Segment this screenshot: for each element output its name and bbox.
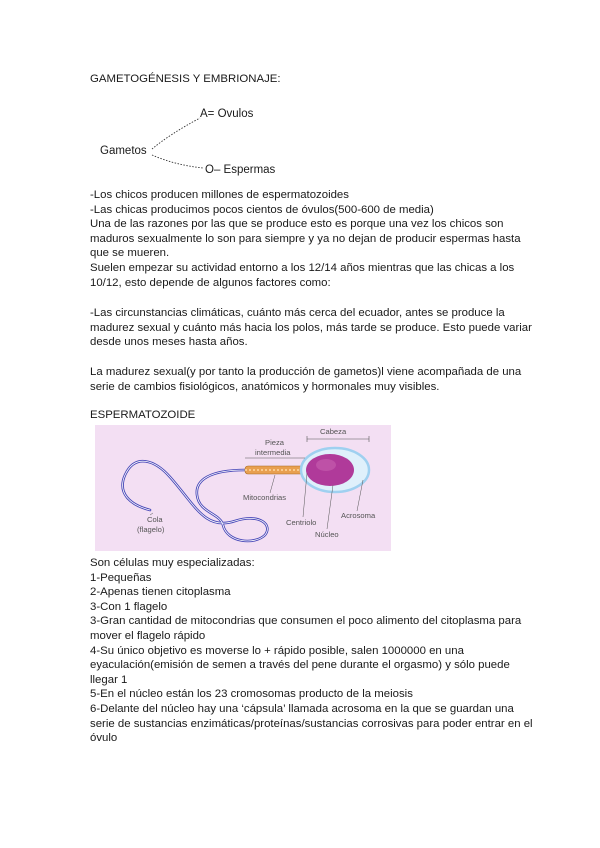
gametes-ovules-label: A= Ovulos	[200, 108, 254, 120]
list-item: óvulo	[90, 732, 118, 745]
text-line: que se mueren.	[90, 247, 170, 260]
text-line: -Los chicos producen millones de espermatozoides	[90, 189, 349, 201]
text-line: -Las circunstancias climáticas, cuánto más cerca del ecuador, antes se produce la	[90, 307, 505, 319]
gametes-root-label: Gametos	[100, 145, 147, 157]
list-item: serie de sustancias enzimáticas/proteínas/sustancias corrosivas para poder entrar en el	[90, 717, 533, 730]
text-line: madurez sexual y cuánto más hacia los polos, más tarde se produce. Esto puede variar	[90, 321, 532, 334]
text-line: Una de las razones por las que se produce esto es porque una vez los chicos son	[90, 218, 504, 231]
list-item: llegar 1	[90, 673, 128, 686]
text-line: desde unos meses hasta años.	[90, 336, 248, 349]
factors-paragraph	[90, 306, 530, 350]
list-item: 4-Su único objetivo es moverse lo + rápido posible, salen 1000000 en una	[90, 644, 464, 657]
list-item: 1-Pequeñas	[90, 571, 152, 584]
list-item: 3-Gran cantidad de mitocondrias que consumen el poco alimento del citoplasma para	[90, 615, 522, 628]
text-line: serie de cambios fisiológicos, anatómicos y hormonales muy visibles.	[90, 380, 440, 393]
label-mitocondrias: Mitocondrias	[243, 493, 287, 502]
intro-paragraph	[90, 188, 530, 290]
characteristics-list	[90, 556, 533, 746]
label-nucleo: Núcleo	[315, 530, 339, 539]
text-line: La madurez sexual(y por tanto la producción de gametos)l viene acompañada de una	[90, 366, 522, 378]
text-line: 10/12, esto depende de algunos factores como:	[90, 276, 331, 289]
label-flagelo: (flagelo)	[137, 525, 165, 534]
label-centriolo: Centriolo	[286, 518, 317, 527]
list-item: 2-Apenas tienen citoplasma	[90, 586, 231, 599]
list-item: Son células muy especializadas:	[90, 557, 255, 569]
label-cabeza: Cabeza	[320, 427, 347, 436]
text-line: -Las chicas producimos pocos cientos de óvulos(500-600 de media)	[90, 203, 434, 216]
gametes-sperm-label: O– Espermas	[205, 164, 276, 176]
label-intermedia: intermedia	[255, 448, 291, 457]
label-cola: Cola	[147, 515, 163, 524]
label-pieza: Pieza	[265, 438, 284, 447]
maturity-paragraph	[90, 365, 530, 394]
list-item: 3-Con 1 flagelo	[90, 600, 168, 613]
list-item: mover el flagelo rápido	[90, 629, 206, 642]
sperm-heading: ESPERMATOZOIDE	[90, 409, 196, 421]
label-acrosoma: Acrosoma	[341, 511, 376, 520]
list-item: 5-En el núcleo están los 23 cromosomas producto de la meiosis	[90, 688, 413, 701]
text-line: Suelen empezar su actividad entorno a los 12/14 años mientras que las chicas a los	[90, 261, 515, 274]
list-item: eyaculación(emisión de semen a través del pene durante el orgasmo) y sólo puede	[90, 659, 510, 672]
text-line: maduros sexualmente lo son para siempre y ya no dejan de producir espermas hasta	[90, 232, 521, 245]
list-item: 6-Delante del núcleo hay una ‘cápsula’ llamada acrosoma en la que se guardan una	[90, 702, 514, 715]
sperm-figure	[95, 425, 391, 551]
page-title: GAMETOGÉNESIS Y EMBRIONAJE:	[90, 73, 281, 85]
